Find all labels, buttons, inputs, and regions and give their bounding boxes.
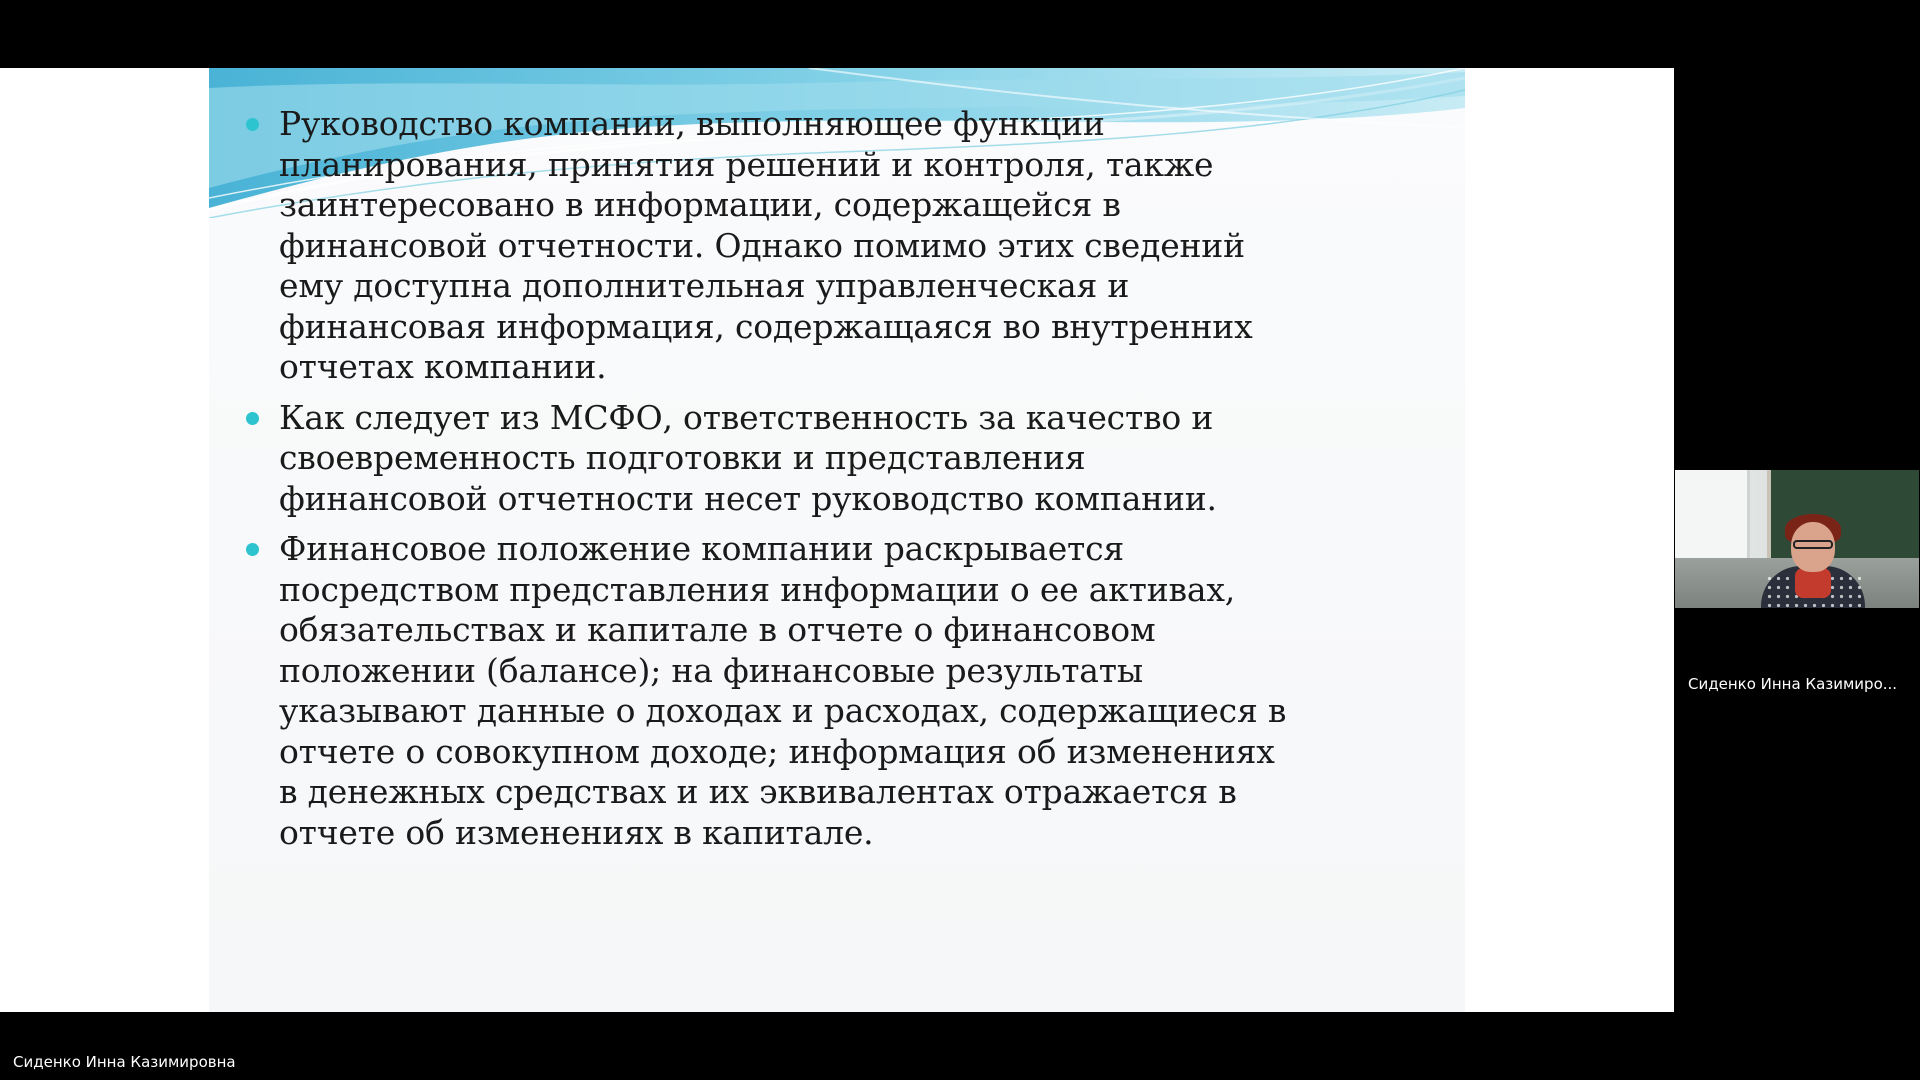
bullet-line: посредством представления информации о ее активах, xyxy=(279,569,1236,609)
bullet-line: отчете о совокупном доходе; информация об изменениях xyxy=(279,731,1275,771)
bullet-line: ему доступна дополнительная управленческая и xyxy=(279,266,1130,305)
bullet-line: Финансовое положение компании раскрывается xyxy=(279,529,1124,568)
bullet-line: заинтересовано в информации, содержащейся в xyxy=(279,185,1121,224)
bullet-line: обязательствах и капитале в отчете о финансовом xyxy=(279,610,1156,649)
bullet-dot-icon xyxy=(246,118,259,131)
bullet-line: Как следует из МСФО, ответственность за качество и xyxy=(279,397,1214,437)
bullet-text xyxy=(279,529,1429,853)
shared-screen xyxy=(0,68,1674,1012)
bullet-line: Руководство компании, выполняющее функции xyxy=(279,104,1105,143)
bullet-line: отчетах компании. xyxy=(279,347,607,386)
bullet-line: отчете об изменениях в капитале. xyxy=(279,812,874,852)
bullet-line: в денежных средствах и их эквивалентах отражается в xyxy=(279,772,1237,811)
bullet-line: указывают данные о доходах и расходах, содержащиеся в xyxy=(279,691,1287,730)
video-chalkboard xyxy=(1767,470,1919,558)
bullet-text xyxy=(279,104,1429,388)
bullet-line: финансовой отчетности несет руководство компании. xyxy=(279,478,1217,518)
bullet-line: финансовой отчетности. Однако помимо этих сведений xyxy=(279,225,1245,265)
bullet-text xyxy=(279,398,1429,520)
presentation-slide xyxy=(209,68,1465,1012)
participant-video-tile[interactable] xyxy=(1675,470,1919,608)
bullet-line: планирования, принятия решений и контроля, также xyxy=(279,144,1214,184)
bullet-line: финансовая информация, содержащаяся во внутренних xyxy=(279,306,1253,346)
video-window xyxy=(1675,470,1750,558)
slide-bullet-2 xyxy=(279,398,1429,520)
bullet-dot-icon xyxy=(246,543,259,556)
participant-tile-name: Сиденко Инна Казимиро... xyxy=(1688,675,1898,693)
bullet-line: своевременность подготовки и представления xyxy=(279,438,1086,477)
bullet-dot-icon xyxy=(246,412,259,425)
participant-glasses xyxy=(1793,540,1833,549)
slide-bullet-list xyxy=(279,104,1429,863)
slide-bullet-3 xyxy=(279,529,1429,853)
participant-scarf xyxy=(1795,568,1831,598)
bullet-line: положении (балансе); на финансовые результаты xyxy=(279,650,1143,690)
slide-bullet-1 xyxy=(279,104,1429,388)
presenter-name-label: Сиденко Инна Казимировна xyxy=(13,1053,236,1071)
